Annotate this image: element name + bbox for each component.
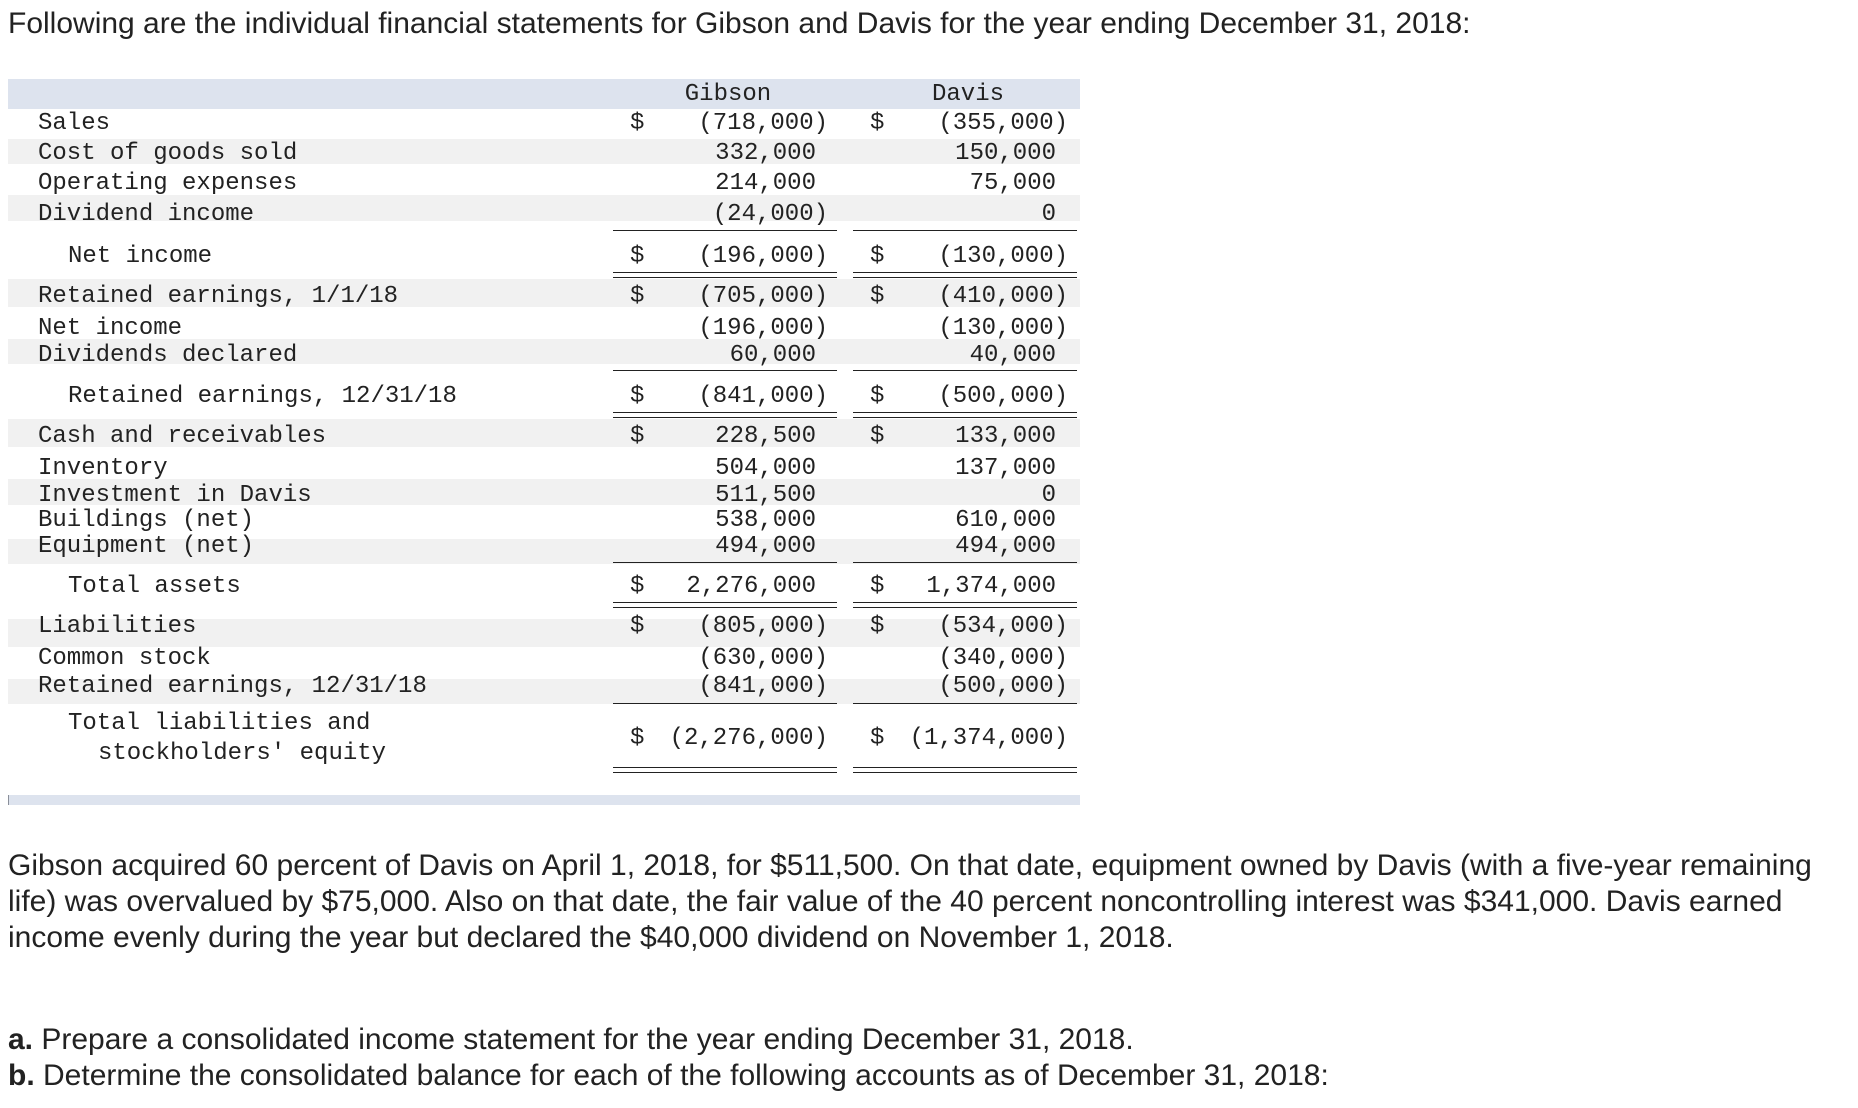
row-label: Liabilities: [38, 613, 197, 640]
total-double-rule: [853, 412, 1077, 418]
column-header-davis: Davis: [931, 81, 1004, 108]
gibson-value: 60,000: [729, 342, 816, 369]
row-label: Common stock: [38, 645, 211, 672]
table-row: [8, 569, 1080, 605]
gibson-currency: $: [630, 283, 645, 310]
row-label: Net income: [68, 243, 213, 270]
row-label-continued: stockholders' equity: [98, 740, 387, 767]
davis-value: 1,374,000: [926, 573, 1056, 600]
table-row: [8, 609, 1080, 639]
table-row: [8, 169, 1080, 199]
gibson-currency: $: [630, 383, 645, 410]
row-label: Dividends declared: [38, 342, 298, 369]
question-a-text: Prepare a consolidated income statement for the year ending December 31, 2018.: [41, 1023, 1134, 1056]
gibson-value: (630,000): [698, 645, 828, 672]
davis-value: 150,000: [955, 140, 1056, 167]
row-label: Retained earnings, 12/31/18: [68, 383, 457, 410]
davis-value: (130,000): [938, 315, 1068, 342]
row-label: Retained earnings, 1/1/18: [38, 283, 399, 310]
gibson-value: 511,500: [715, 482, 816, 509]
row-label: Cash and receivables: [38, 423, 327, 450]
total-double-rule: [613, 602, 837, 608]
davis-value: 610,000: [955, 507, 1056, 534]
davis-currency: $: [870, 110, 885, 137]
gibson-value: 332,000: [715, 140, 816, 167]
davis-currency: $: [870, 725, 885, 752]
gibson-value: 2,276,000: [686, 573, 816, 600]
gibson-value: 214,000: [715, 170, 816, 197]
davis-value: (340,000): [938, 645, 1068, 672]
gibson-currency: $: [630, 110, 645, 137]
subtotal-rule: [613, 230, 837, 231]
total-double-rule: [613, 412, 837, 418]
total-double-rule: [853, 272, 1077, 278]
financial-statements-table: [8, 79, 1080, 803]
gibson-value: (196,000): [698, 243, 828, 270]
table-row: [8, 314, 1080, 344]
column-header-gibson: Gibson: [684, 81, 772, 108]
gibson-currency: $: [630, 725, 645, 752]
davis-value: 75,000: [969, 170, 1056, 197]
gibson-currency: $: [630, 573, 645, 600]
question-b-label: b.: [8, 1059, 35, 1092]
subtotal-rule: [613, 703, 837, 704]
table-row: [8, 672, 1080, 702]
gibson-value: (196,000): [698, 315, 828, 342]
table-row: [8, 341, 1080, 371]
question-a-label: a.: [8, 1023, 34, 1056]
row-label: Sales: [38, 110, 111, 137]
davis-currency: $: [870, 613, 885, 640]
davis-currency: $: [870, 243, 885, 270]
gibson-currency: $: [630, 243, 645, 270]
gibson-value: 504,000: [715, 455, 816, 482]
table-row: [8, 139, 1080, 169]
davis-value: 137,000: [955, 455, 1056, 482]
gibson-value: (805,000): [698, 613, 828, 640]
subtotal-rule: [853, 703, 1077, 704]
table-row: [8, 709, 1080, 773]
question-b: [8, 1058, 1329, 1094]
table-row: [8, 109, 1080, 139]
davis-value: (355,000): [938, 110, 1068, 137]
davis-value: 494,000: [955, 533, 1056, 560]
row-label: Inventory: [38, 455, 168, 482]
davis-value: (500,000): [938, 673, 1068, 700]
table-footer-bar: [8, 795, 1080, 805]
gibson-value: (841,000): [698, 383, 828, 410]
table-row: [8, 239, 1080, 275]
davis-currency: $: [870, 283, 885, 310]
gibson-value: 494,000: [715, 533, 816, 560]
gibson-value: (705,000): [698, 283, 828, 310]
davis-currency: $: [870, 383, 885, 410]
total-double-rule: [853, 602, 1077, 608]
row-label: Retained earnings, 12/31/18: [38, 673, 427, 700]
row-label: Total assets: [68, 573, 241, 600]
table-row: [8, 532, 1080, 562]
gibson-value: (2,276,000): [669, 725, 828, 752]
subtotal-rule: [853, 562, 1077, 563]
row-label: Dividend income: [38, 201, 255, 228]
davis-value: (130,000): [938, 243, 1068, 270]
row-label: Equipment (net): [38, 533, 255, 560]
row-label: Total liabilities and: [68, 710, 371, 737]
gibson-value: 538,000: [715, 507, 816, 534]
problem-paragraph: Gibson acquired 60 percent of Davis on April 1, 2018, for $511,500. On that date, equipment owned by Davis (with a five-year remaining life) was overvalued by $75,000. Also on that date, the fair value of the 40 percent noncontrolling interest was $341,000. Davis earned income evenly during the year but declared the $40,000 dividend on November 1, 2018.: [8, 849, 1812, 954]
table-row: [8, 379, 1080, 415]
table-row: [8, 644, 1080, 674]
intro-text: Following are the individual financial statements for Gibson and Davis for the year ending December 31, 2018:: [8, 7, 1471, 40]
gibson-value: (718,000): [698, 110, 828, 137]
subtotal-rule: [853, 230, 1077, 231]
subtotal-rule: [853, 370, 1077, 371]
gibson-value: (24,000): [712, 201, 828, 228]
davis-value: 40,000: [969, 342, 1056, 369]
table-row: [8, 419, 1080, 449]
subtotal-rule: [613, 562, 837, 563]
total-double-rule: [853, 767, 1077, 773]
total-double-rule: [613, 767, 837, 773]
gibson-value: 228,500: [715, 423, 816, 450]
subtotal-rule: [613, 370, 837, 371]
davis-value: 0: [1041, 482, 1056, 509]
gibson-currency: $: [630, 613, 645, 640]
table-row: [8, 454, 1080, 484]
davis-value: (410,000): [938, 283, 1068, 310]
gibson-value: (841,000): [698, 673, 828, 700]
question-b-text: Determine the consolidated balance for each of the following accounts as of December 31, 2018:: [43, 1059, 1329, 1092]
total-double-rule: [613, 272, 837, 278]
row-label: Buildings (net): [38, 507, 255, 534]
davis-value: 0: [1041, 201, 1056, 228]
davis-value: (534,000): [938, 613, 1068, 640]
gibson-currency: $: [630, 423, 645, 450]
table-row: [8, 279, 1080, 309]
row-label: Cost of goods sold: [38, 140, 298, 167]
table-row: [8, 199, 1080, 229]
question-a: [8, 1022, 1134, 1058]
davis-value: (1,374,000): [909, 725, 1068, 752]
davis-value: 133,000: [955, 423, 1056, 450]
davis-currency: $: [870, 573, 885, 600]
davis-currency: $: [870, 423, 885, 450]
row-label: Net income: [38, 315, 183, 342]
row-label: Investment in Davis: [38, 482, 312, 509]
davis-value: (500,000): [938, 383, 1068, 410]
row-label: Operating expenses: [38, 170, 298, 197]
